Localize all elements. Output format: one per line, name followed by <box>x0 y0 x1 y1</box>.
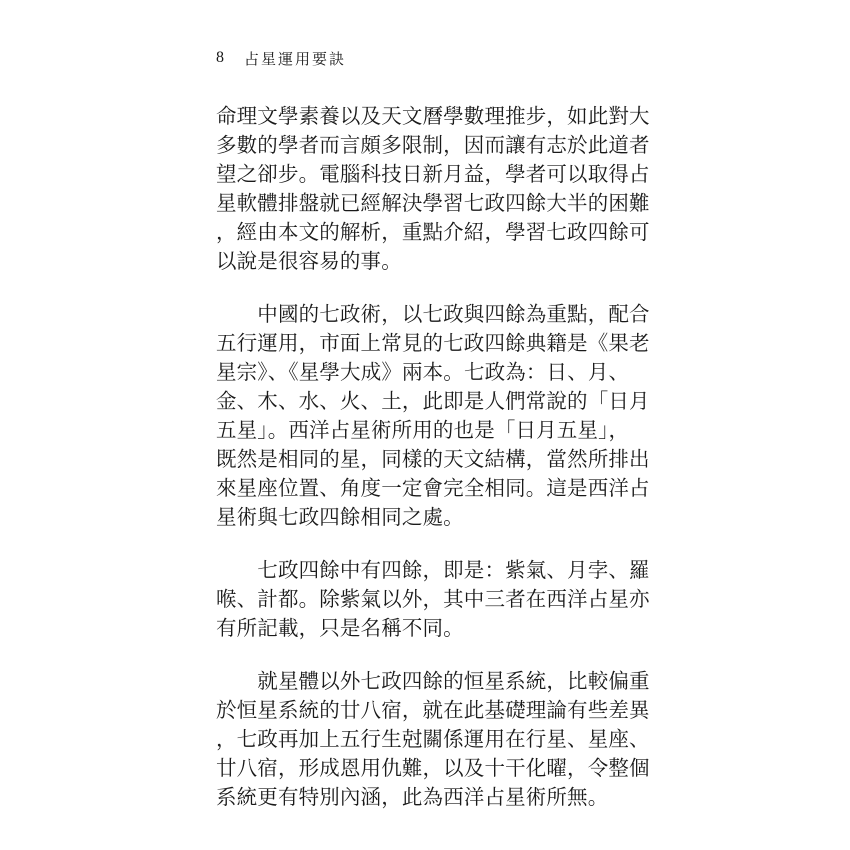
text-line: 五星」。西洋占星術所用的也是「日月五星」， <box>216 418 630 442</box>
paragraph <box>216 556 650 643</box>
text-line: 命理文學素養以及天文曆學數理推步，如此對大 <box>216 104 650 128</box>
text-line: ，七政再加上五行生尅關係運用在行星、星座、 <box>216 727 650 751</box>
paragraph-gap <box>216 276 626 300</box>
running-header <box>216 46 346 70</box>
text-line: 望之卻步。電腦科技日新月益，學者可以取得占 <box>216 162 650 186</box>
text-line: 金、木、水、火、土，此即是人們常說的「日月 <box>216 389 650 413</box>
text-line: 有所記載，只是名稱不同。 <box>216 616 464 640</box>
text-line: 既然是相同的星，同樣的天文結構，當然所排出 <box>216 447 650 471</box>
text-line: 來星座位置、角度一定會完全相同。這是西洋占 <box>216 476 650 500</box>
text-line: 星宗》、《星學大成》兩本。七政為：日、月、 <box>216 360 630 384</box>
body-text <box>216 102 650 812</box>
text-line: 中國的七政術，以七政與四餘為重點，配合 <box>216 302 650 326</box>
paragraph-gap <box>216 643 626 667</box>
text-line: 五行運用，市面上常見的七政四餘典籍是《果老 <box>216 331 650 355</box>
text-line: 星軟體排盤就已經解決學習七政四餘大半的困難 <box>216 191 650 215</box>
text-line: 系統更有特別內涵，此為西洋占星術所無。 <box>216 785 609 809</box>
text-line: 七政四餘中有四餘，即是：紫氣、月孛、羅 <box>216 558 650 582</box>
text-line: 星術與七政四餘相同之處。 <box>216 505 464 529</box>
page-number: 8 <box>216 49 226 66</box>
text-line: 以說是很容易的事。 <box>216 249 402 273</box>
paragraph <box>216 667 650 812</box>
text-line: 就星體以外七政四餘的恒星系統，比較偏重 <box>216 669 650 693</box>
paragraph <box>216 300 650 532</box>
text-line: 廿八宿，形成恩用仇難，以及十干化曜，令整個 <box>216 756 650 780</box>
paragraph <box>216 102 650 276</box>
text-line: 喉、計都。除紫氣以外，其中三者在西洋占星亦 <box>216 587 650 611</box>
book-title: 占星運用要訣 <box>244 49 347 68</box>
text-line: 多數的學者而言頗多限制，因而讓有志於此道者 <box>216 133 650 157</box>
paragraph-gap <box>216 532 626 556</box>
text-line: ，經由本文的解析，重點介紹，學習七政四餘可 <box>216 220 650 244</box>
text-line: 於恒星系統的廿八宿，就在此基礎理論有些差異 <box>216 698 650 722</box>
